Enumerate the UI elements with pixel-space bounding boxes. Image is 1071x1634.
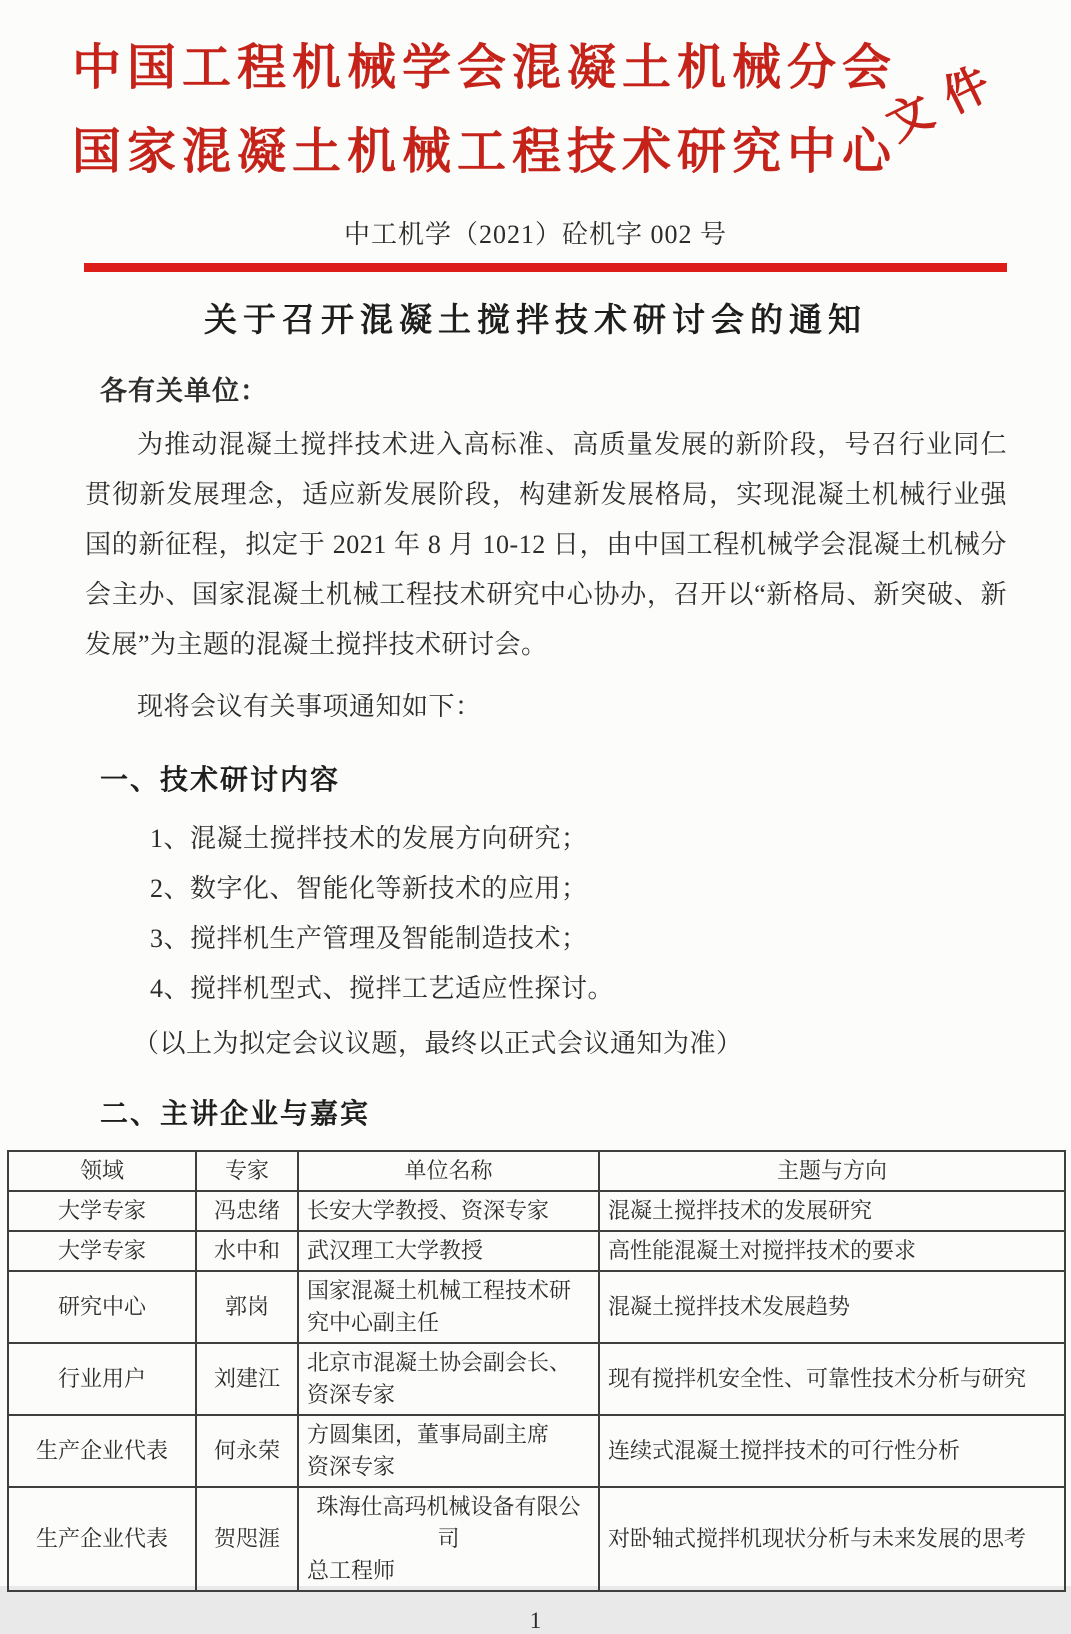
cell-org [298, 1487, 599, 1591]
cell-org: 国家混凝土机械工程技术研究中心副主任 [298, 1271, 599, 1343]
salutation: 各有关单位： [100, 376, 268, 406]
cell-field: 生产企业代表 [8, 1487, 196, 1591]
cell-org-line2: 资深专家 [307, 1454, 396, 1479]
cell-expert: 刘建江 [196, 1343, 298, 1415]
agenda-item-4: 4、搅拌机型式、搅拌工艺适应性探讨。 [150, 974, 615, 1003]
table-row [8, 1191, 1065, 1231]
cell-field: 大学专家 [8, 1191, 196, 1231]
col-header-expert: 专家 [196, 1151, 298, 1191]
cell-org: 长安大学教授、资深专家 [298, 1191, 599, 1231]
cell-org-line1: 珠海仕高玛机械设备有限公司 [316, 1494, 581, 1551]
section2-heading: 二、主讲企业与嘉宾 [100, 1098, 371, 1129]
col-header-field: 领域 [8, 1151, 196, 1191]
body-paragraph-1: 为推动混凝土搅拌技术进入高标准、高质量发展的新阶段，号召行业同仁贯彻新发展理念，适应新发展阶段，构建新发展格局，实现混凝土机械行业强国的新征程，拟定于 2021 年 8 月 10-12 日，由中国工程机械学会混凝土机械分会主办、国家混凝土机械工程技术研究中心协办，召开以“新格局、新突破、新发展”为主题的混凝土搅拌技术研讨会。 [85, 430, 1007, 659]
cell-expert: 冯忠绪 [196, 1191, 298, 1231]
cell-expert: 水中和 [196, 1231, 298, 1271]
cell-field: 行业用户 [8, 1343, 196, 1415]
cell-org: 武汉理工大学教授 [298, 1231, 599, 1271]
agenda-note: （以上为拟定会议议题，最终以正式会议通知为准） [133, 1029, 743, 1058]
cell-org: 北京市混凝土协会副会长、资深专家 [298, 1343, 599, 1415]
letterhead [0, 0, 1071, 194]
cell-org-line1: 方圆集团，董事局副主席 [307, 1422, 550, 1447]
table-row [8, 1231, 1065, 1271]
cell-topic: 高性能混凝土对搅拌技术的要求 [599, 1231, 1065, 1271]
table-row [8, 1271, 1065, 1343]
red-divider-rule [84, 263, 1007, 272]
cell-field: 生产企业代表 [8, 1415, 196, 1487]
col-header-org: 单位名称 [298, 1151, 599, 1191]
agenda-item-1: 1、混凝土搅拌技术的发展方向研究； [150, 824, 588, 853]
agenda-item-3: 3、搅拌机生产管理及智能制造技术； [150, 924, 588, 953]
cell-topic: 连续式混凝土搅拌技术的可行性分析 [599, 1415, 1065, 1487]
cell-topic: 对卧轴式搅拌机现状分析与未来发展的思考 [599, 1487, 1065, 1591]
document-stamp-label: 文件 [878, 50, 1014, 151]
cell-field: 大学专家 [8, 1231, 196, 1271]
col-header-topic: 主题与方向 [599, 1151, 1065, 1191]
cell-org-line2: 总工程师 [307, 1558, 396, 1583]
agenda-item-2: 2、数字化、智能化等新技术的应用； [150, 874, 588, 903]
org-name-line2: 国家混凝土机械工程技术研究中心 [72, 124, 898, 179]
agenda-list [0, 814, 1071, 1014]
section1-heading: 一、技术研讨内容 [100, 764, 341, 795]
org-name-line1: 中国工程机械学会混凝土机械分会 [72, 40, 898, 95]
table-row [8, 1343, 1065, 1415]
table-row [8, 1415, 1065, 1487]
document-number: 中工机学（2021）砼机字 002 号 [343, 220, 727, 249]
cell-expert: 郭岗 [196, 1271, 298, 1343]
cell-topic: 混凝土搅拌技术的发展研究 [599, 1191, 1065, 1231]
table-row [8, 1487, 1065, 1591]
cell-topic: 现有搅拌机安全性、可靠性技术分析与研究 [599, 1343, 1065, 1415]
cell-org [298, 1415, 599, 1487]
document-title: 关于召开混凝土搅拌技术研讨会的通知 [204, 301, 867, 338]
cell-expert: 贺咫涯 [196, 1487, 298, 1591]
cell-expert: 何永荣 [196, 1415, 298, 1487]
body-paragraph-2: 现将会议有关事项通知如下： [137, 692, 482, 721]
cell-topic: 混凝土搅拌技术发展趋势 [599, 1271, 1065, 1343]
page-number: 1 [529, 1608, 542, 1633]
speaker-table [7, 1150, 1066, 1592]
cell-field: 研究中心 [8, 1271, 196, 1343]
table-header-row [8, 1151, 1065, 1191]
